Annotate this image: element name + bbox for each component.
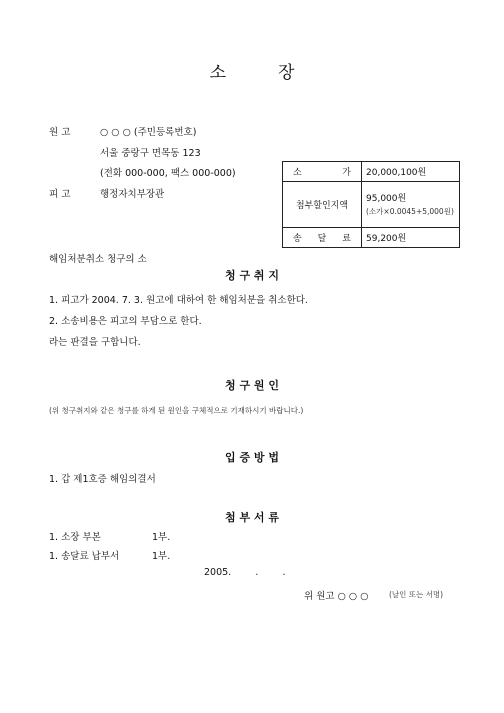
fee-row-postage <box>283 228 460 248</box>
claim-item-2: 2. 소송비용은 피고의 부담으로 한다. <box>49 316 202 327</box>
filing-date: 2005. . . <box>204 567 286 578</box>
case-name: 해임처분취소 청구의 소 <box>49 254 147 265</box>
postage-value: 59,200원 <box>362 228 460 248</box>
defendant-name: 행정자치부장관 <box>100 189 165 200</box>
attachment-1-count: 1부. <box>152 532 171 543</box>
claim-heading: 청 구 취 지 <box>225 269 279 282</box>
defendant-label: 피 고 <box>49 189 71 200</box>
signature-note: (날인 또는 서명) <box>389 590 444 599</box>
plaintiff-label: 원 고 <box>49 127 71 138</box>
attachments-heading: 첨 부 서 류 <box>225 511 279 524</box>
claim-value: 20,000,100원 <box>362 162 460 182</box>
plaintiff-contact: (전화 000-000, 팩스 000-000) <box>100 168 236 179</box>
attachment-2-count: 1부. <box>152 551 171 562</box>
attachment-2-label: 1. 송달료 납부서 <box>49 551 120 562</box>
fee-table <box>282 161 460 248</box>
evidence-item-1: 1. 갑 제1호증 해임의결서 <box>49 474 156 485</box>
fee-key-cell: 소 가 <box>283 162 362 182</box>
stamp-formula: (소가×0.0045+5,000원) <box>366 207 454 216</box>
plaintiff-name: ○ ○ ○ (주민등록번호) <box>100 127 197 138</box>
evidence-heading: 입 증 방 법 <box>225 451 279 464</box>
cause-heading: 청 구 원 인 <box>225 379 279 392</box>
title-char-1: 소 <box>209 63 226 83</box>
claim-item-1: 1. 피고가 2004. 7. 3. 원고에 대하여 한 해임처분을 취소한다. <box>49 295 308 306</box>
document-title <box>0 58 504 83</box>
postage-key-cell: 송 달 료 <box>283 228 362 248</box>
stamp-value: 95,000원 <box>366 194 407 204</box>
claim-closing: 라는 판결을 구합니다. <box>49 337 141 348</box>
plaintiff-address: 서울 중랑구 면목동 123 <box>100 148 201 159</box>
title-char-2: 장 <box>278 63 295 83</box>
signature: 위 원고 ○ ○ ○ <box>304 591 369 602</box>
stamp-key: 첨부할인지액 <box>283 182 362 228</box>
fee-row-value <box>283 162 460 182</box>
attachment-1-label: 1. 소장 부본 <box>49 532 101 543</box>
fee-row-stamp <box>283 182 460 228</box>
cause-note: (위 청구취지와 같은 청구를 하게 된 원인을 구체적으로 기재하시기 바랍니다.) <box>49 406 304 415</box>
stamp-cell <box>362 182 460 228</box>
